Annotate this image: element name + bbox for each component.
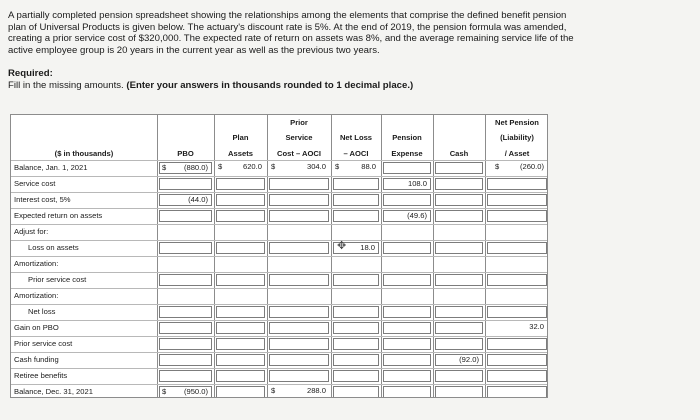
interest-cash-input[interactable] [435,194,483,206]
row-label-retiree-benefits: Retiree benefits [14,371,68,380]
loss-expense-input[interactable] [383,242,431,254]
pbo-header: PBO [177,149,194,158]
interest-prior-input[interactable] [269,194,329,206]
row-label-amortization-1: Amortization: [14,259,59,268]
retiree-expense-input[interactable] [383,370,431,382]
nl-amort-prior-input[interactable] [269,306,329,318]
net-pension-header-3: / Asset [504,149,530,158]
retiree-cash-input[interactable] [435,370,483,382]
required-heading: Required: [8,68,53,79]
prior-service-header-1: Prior [290,118,308,127]
row-divider [11,304,547,305]
psc-amort-assets-input[interactable] [216,274,265,286]
gain-assets-input[interactable] [216,322,265,334]
retiree-prior-input[interactable] [269,370,329,382]
psc-pbo-input[interactable] [159,338,212,350]
row-label-service-cost: Service cost [14,179,56,188]
required-instruction-bold: (Enter your answers in thousands rounded to 1 decimal place.) [126,80,414,91]
retiree-netloss-input[interactable] [333,370,379,382]
psc-prior-input[interactable] [269,338,329,350]
psc-amort-pbo-input[interactable] [159,274,212,286]
row-label-prior-service-cost-2: Prior service cost [14,339,73,348]
row-divider [11,160,547,161]
row-divider [11,240,547,241]
row-label-balance-jan: Balance, Jan. 1, 2021 [14,163,88,172]
row-divider [11,368,547,369]
loss-pbo-input[interactable] [159,242,212,254]
row-divider [11,272,547,273]
net-pension-header-1: Net Pension [495,118,539,127]
retiree-pbo-input[interactable] [159,370,212,382]
row-divider [11,384,547,385]
service-netloss-input[interactable] [333,178,379,190]
row-label-interest-cost: Interest cost, 5% [14,195,71,204]
row-label-balance-dec: Balance, Dec. 31, 2021 [14,387,93,396]
row-divider [11,256,547,257]
plan-assets-header-1: Plan [232,133,249,142]
problem-line-1: A partially completed pension spreadsheet showing the relationships among the elements that comprise the defined benefit pension [8,10,567,21]
dec-pbo-cell [159,386,212,398]
units-header: ($ in thousands) [54,149,114,158]
service-cash-input[interactable] [435,178,483,190]
interest-netpension-input[interactable] [487,194,547,206]
jan-assets-cell [216,162,265,174]
loss-assets-input[interactable] [216,242,265,254]
jan-netpension-value: (260.0) [519,162,544,171]
psc-netpension-input[interactable] [487,338,547,350]
psc-cash-input[interactable] [435,338,483,350]
retiree-netpension-input[interactable] [487,370,547,382]
row-label-loss-on-assets: Loss on assets [28,243,79,252]
row-label-expected-return: Expected return on assets [14,211,103,220]
psc-amort-cash-input[interactable] [435,274,483,286]
dollar-sign: $ [162,163,167,172]
nl-amort-netpension-input[interactable] [487,306,547,318]
dec-netpension-input[interactable] [487,386,547,398]
psc-amort-prior-input[interactable] [269,274,329,286]
retiree-assets-input[interactable] [216,370,265,382]
gain-pbo-input[interactable] [159,322,212,334]
problem-line-4: active employee group is 20 years in the current year as well as the previous two years. [8,44,380,56]
service-assets-input[interactable] [216,178,265,190]
pension-spreadsheet [10,114,548,398]
gain-netpension-cell [487,322,547,334]
service-prior-input[interactable] [269,178,329,190]
problem-line-2: plan of Universal Products is given below. The actuary's discount rate is 5%. At the end of 2019, the pension formula was amended, [8,21,567,33]
row-label-gain-on-pbo: Gain on PBO [14,323,59,332]
cash-netpension-input[interactable] [487,354,547,366]
row-divider [11,352,547,353]
expected-prior-input[interactable] [269,210,329,222]
service-expense-value: 108.0 [407,179,427,188]
jan-cash-input[interactable] [435,162,483,174]
gain-expense-input[interactable] [383,322,431,334]
gain-netpension-value: 32.0 [529,322,544,331]
row-divider [11,320,547,321]
dollar-sign: $ [271,162,276,171]
jan-netloss-value: 88.0 [361,162,376,171]
nl-amort-assets-input[interactable] [216,306,265,318]
problem-line-3: creating a prior service cost of $320,000. The expected rate of return on assets was 8%, and the average remaining service life of the [8,33,574,45]
row-label-net-loss: Net loss [28,307,56,316]
dec-prior-value: 288.0 [306,386,326,395]
expected-netloss-input[interactable] [333,210,379,222]
gain-prior-input[interactable] [269,322,329,334]
psc-amort-expense-input[interactable] [383,274,431,286]
net-loss-header-1: Net Loss [339,133,373,142]
pension-expense-header-2: Expense [391,149,423,158]
loss-prior-input[interactable] [269,242,329,254]
pension-expense-header-1: Pension [392,133,422,142]
nl-amort-pbo-input[interactable] [159,306,212,318]
gain-cash-input[interactable] [435,322,483,334]
psc-netloss-input[interactable] [333,338,379,350]
cash-assets-input[interactable] [216,354,265,366]
dec-netloss-input[interactable] [333,386,379,398]
jan-netpension-cell [487,162,547,174]
row-divider [11,192,547,193]
required-instructions [8,80,688,91]
expected-expense-cell [383,210,431,222]
row-label-adjust-for: Adjust for: [14,227,49,236]
dollar-sign: $ [218,162,223,171]
cash-netloss-input[interactable] [333,354,379,366]
nl-amort-expense-input[interactable] [383,306,431,318]
row-divider [11,336,547,337]
required-text: Fill in the missing amounts. [8,80,124,91]
move-cursor-icon: ✥ [337,240,347,252]
psc-assets-input[interactable] [216,338,265,350]
jan-expense-input[interactable] [383,162,431,174]
prior-service-header-2: Service [285,133,313,142]
interest-pbo-cell [159,194,212,206]
jan-pbo-cell [159,162,212,174]
problem-description [8,10,688,56]
cash-cash-value: (92.0) [459,355,479,364]
jan-pbo-value: (880.0) [183,163,208,172]
cash-cash-cell [435,354,483,366]
row-label-amortization-2: Amortization: [14,291,59,300]
interest-netloss-input[interactable] [333,194,379,206]
row-label-prior-service-cost-1: Prior service cost [28,275,87,284]
row-divider [11,224,547,225]
jan-prior-cell [269,162,329,174]
jan-assets-value: 620.0 [242,162,262,171]
psc-amort-netpension-input[interactable] [487,274,547,286]
net-loss-header-2: – AOCI [343,149,369,158]
dec-cash-input[interactable] [435,386,483,398]
dollar-sign: $ [495,162,500,171]
dec-expense-input[interactable] [383,386,431,398]
interest-expense-input[interactable] [383,194,431,206]
dollar-sign: $ [335,162,340,171]
psc-expense-input[interactable] [383,338,431,350]
net-pension-header-2: (Liability) [500,133,534,142]
cash-header: Cash [449,149,469,158]
service-expense-cell [383,178,431,190]
row-divider [11,176,547,177]
plan-assets-header-2: Assets [228,149,253,158]
expected-cash-input[interactable] [435,210,483,222]
service-pbo-input[interactable] [159,178,212,190]
dec-assets-input[interactable] [216,386,265,398]
expected-expense-value: (49.6) [407,211,427,220]
nl-amort-cash-input[interactable] [435,306,483,318]
cash-prior-input[interactable] [269,354,329,366]
cash-pbo-input[interactable] [159,354,212,366]
dec-prior-cell [269,386,329,398]
row-label-cash-funding: Cash funding [14,355,59,364]
interest-pbo-value: (44.0) [188,195,208,204]
dollar-sign: $ [162,387,167,396]
loss-netpension-input[interactable] [487,242,547,254]
expected-assets-input[interactable] [216,210,265,222]
dollar-sign: $ [271,386,276,395]
prior-service-header-3: Cost – AOCI [276,149,322,158]
interest-assets-input[interactable] [216,194,265,206]
expected-netpension-input[interactable] [487,210,547,222]
jan-prior-value: 304.0 [306,162,326,171]
service-netpension-input[interactable] [487,178,547,190]
row-divider [11,288,547,289]
gain-netloss-input[interactable] [333,322,379,334]
expected-pbo-input[interactable] [159,210,212,222]
loss-cash-input[interactable] [435,242,483,254]
loss-netloss-value: 18.0 [360,243,375,252]
nl-amort-netloss-input[interactable] [333,306,379,318]
cash-expense-input[interactable] [383,354,431,366]
row-divider [11,208,547,209]
psc-amort-netloss-input[interactable] [333,274,379,286]
dec-pbo-value: (950.0) [183,387,208,396]
jan-netloss-cell [333,162,379,174]
